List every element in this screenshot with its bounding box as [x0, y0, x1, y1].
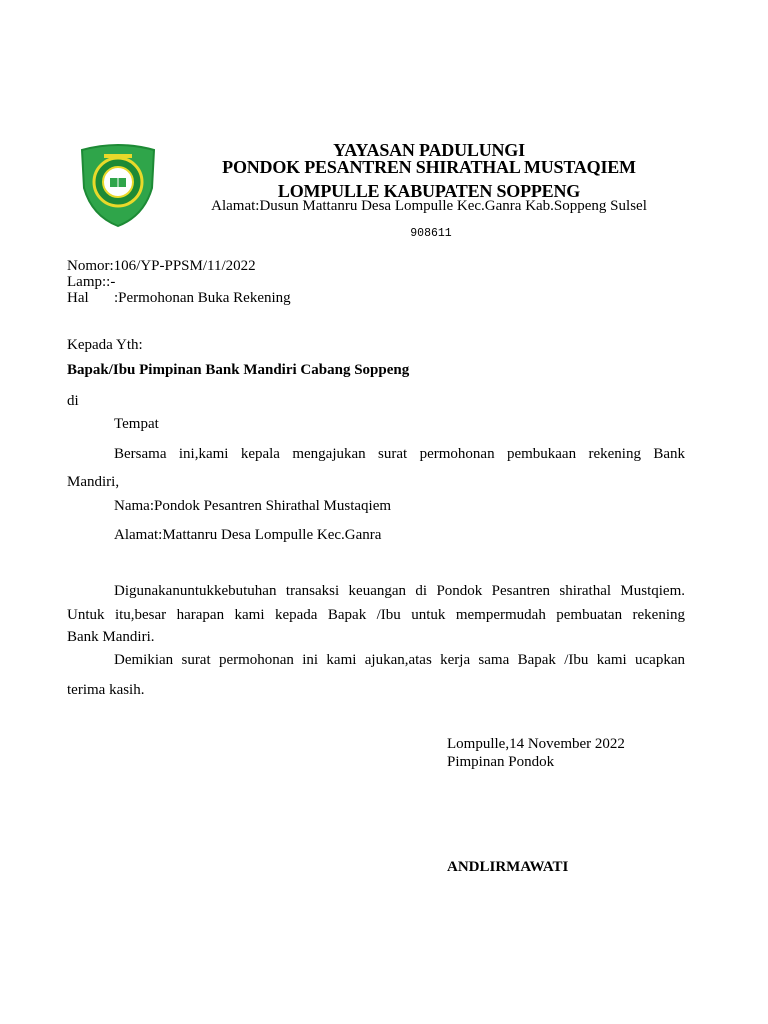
foundation-name: YAYASAN PADULUNGI — [333, 140, 525, 160]
paragraph-2-line-3: Bank Mandiri. — [67, 629, 155, 645]
applicant-address: Alamat:Mattanru Desa Lompulle Kec.Ganra — [114, 527, 382, 543]
signer-name: ANDLIRMAWATI — [447, 859, 569, 875]
recipient-name: Bapak/Ibu Pimpinan Bank Mandiri Cabang Soppeng — [67, 362, 410, 378]
letter-attachment: Lamp::- — [67, 274, 116, 290]
school-location: LOMPULLE KABUPATEN SOPPENG — [277, 181, 581, 201]
salutation: Kepada Yth: — [67, 337, 143, 353]
paragraph-3-line-1: Demikian surat permohonan ini kami ajukan,atas kerja sama Bapak /Ibu kami ucapkan — [114, 652, 685, 668]
subject-value: :Permohonan Buka Rekening — [114, 290, 291, 306]
place-and-date: Lompulle,14 November 2022 — [447, 736, 625, 752]
recipient-place: Tempat — [114, 416, 159, 432]
letter-number: Nomor:106/YP-PPSM/11/2022 — [67, 258, 256, 274]
signer-position: Pimpinan Pondok — [447, 754, 555, 770]
applicant-name: Nama:Pondok Pesantren Shirathal Mustaqiem — [114, 498, 392, 514]
school-name: PONDOK PESANTREN SHIRATHAL MUSTAQIEM — [222, 157, 636, 177]
paragraph-3-line-2: terima kasih. — [67, 682, 145, 698]
paragraph-1-line-2: Mandiri, — [67, 474, 120, 490]
subject-label: Hal — [67, 290, 89, 306]
recipient-di: di — [67, 393, 79, 409]
letterhead-code: 908611 — [410, 227, 452, 240]
paragraph-2-line-1: Digunakanuntukkebutuhan transaksi keuangan di Pondok Pesantren shirathal Mustqiem. — [114, 583, 685, 599]
paragraph-1-line-1: Bersama ini,kami kepala mengajukan surat permohonan pembukaan rekening Bank — [114, 446, 685, 462]
school-address: Alamat:Dusun Mattanru Desa Lompulle Kec.Ganra Kab.Soppeng Sulsel — [211, 198, 647, 214]
paragraph-2-line-2: Untuk itu,besar harapan kami kepada Bapak /Ibu untuk mempermudah pembuatan rekening — [67, 607, 685, 623]
